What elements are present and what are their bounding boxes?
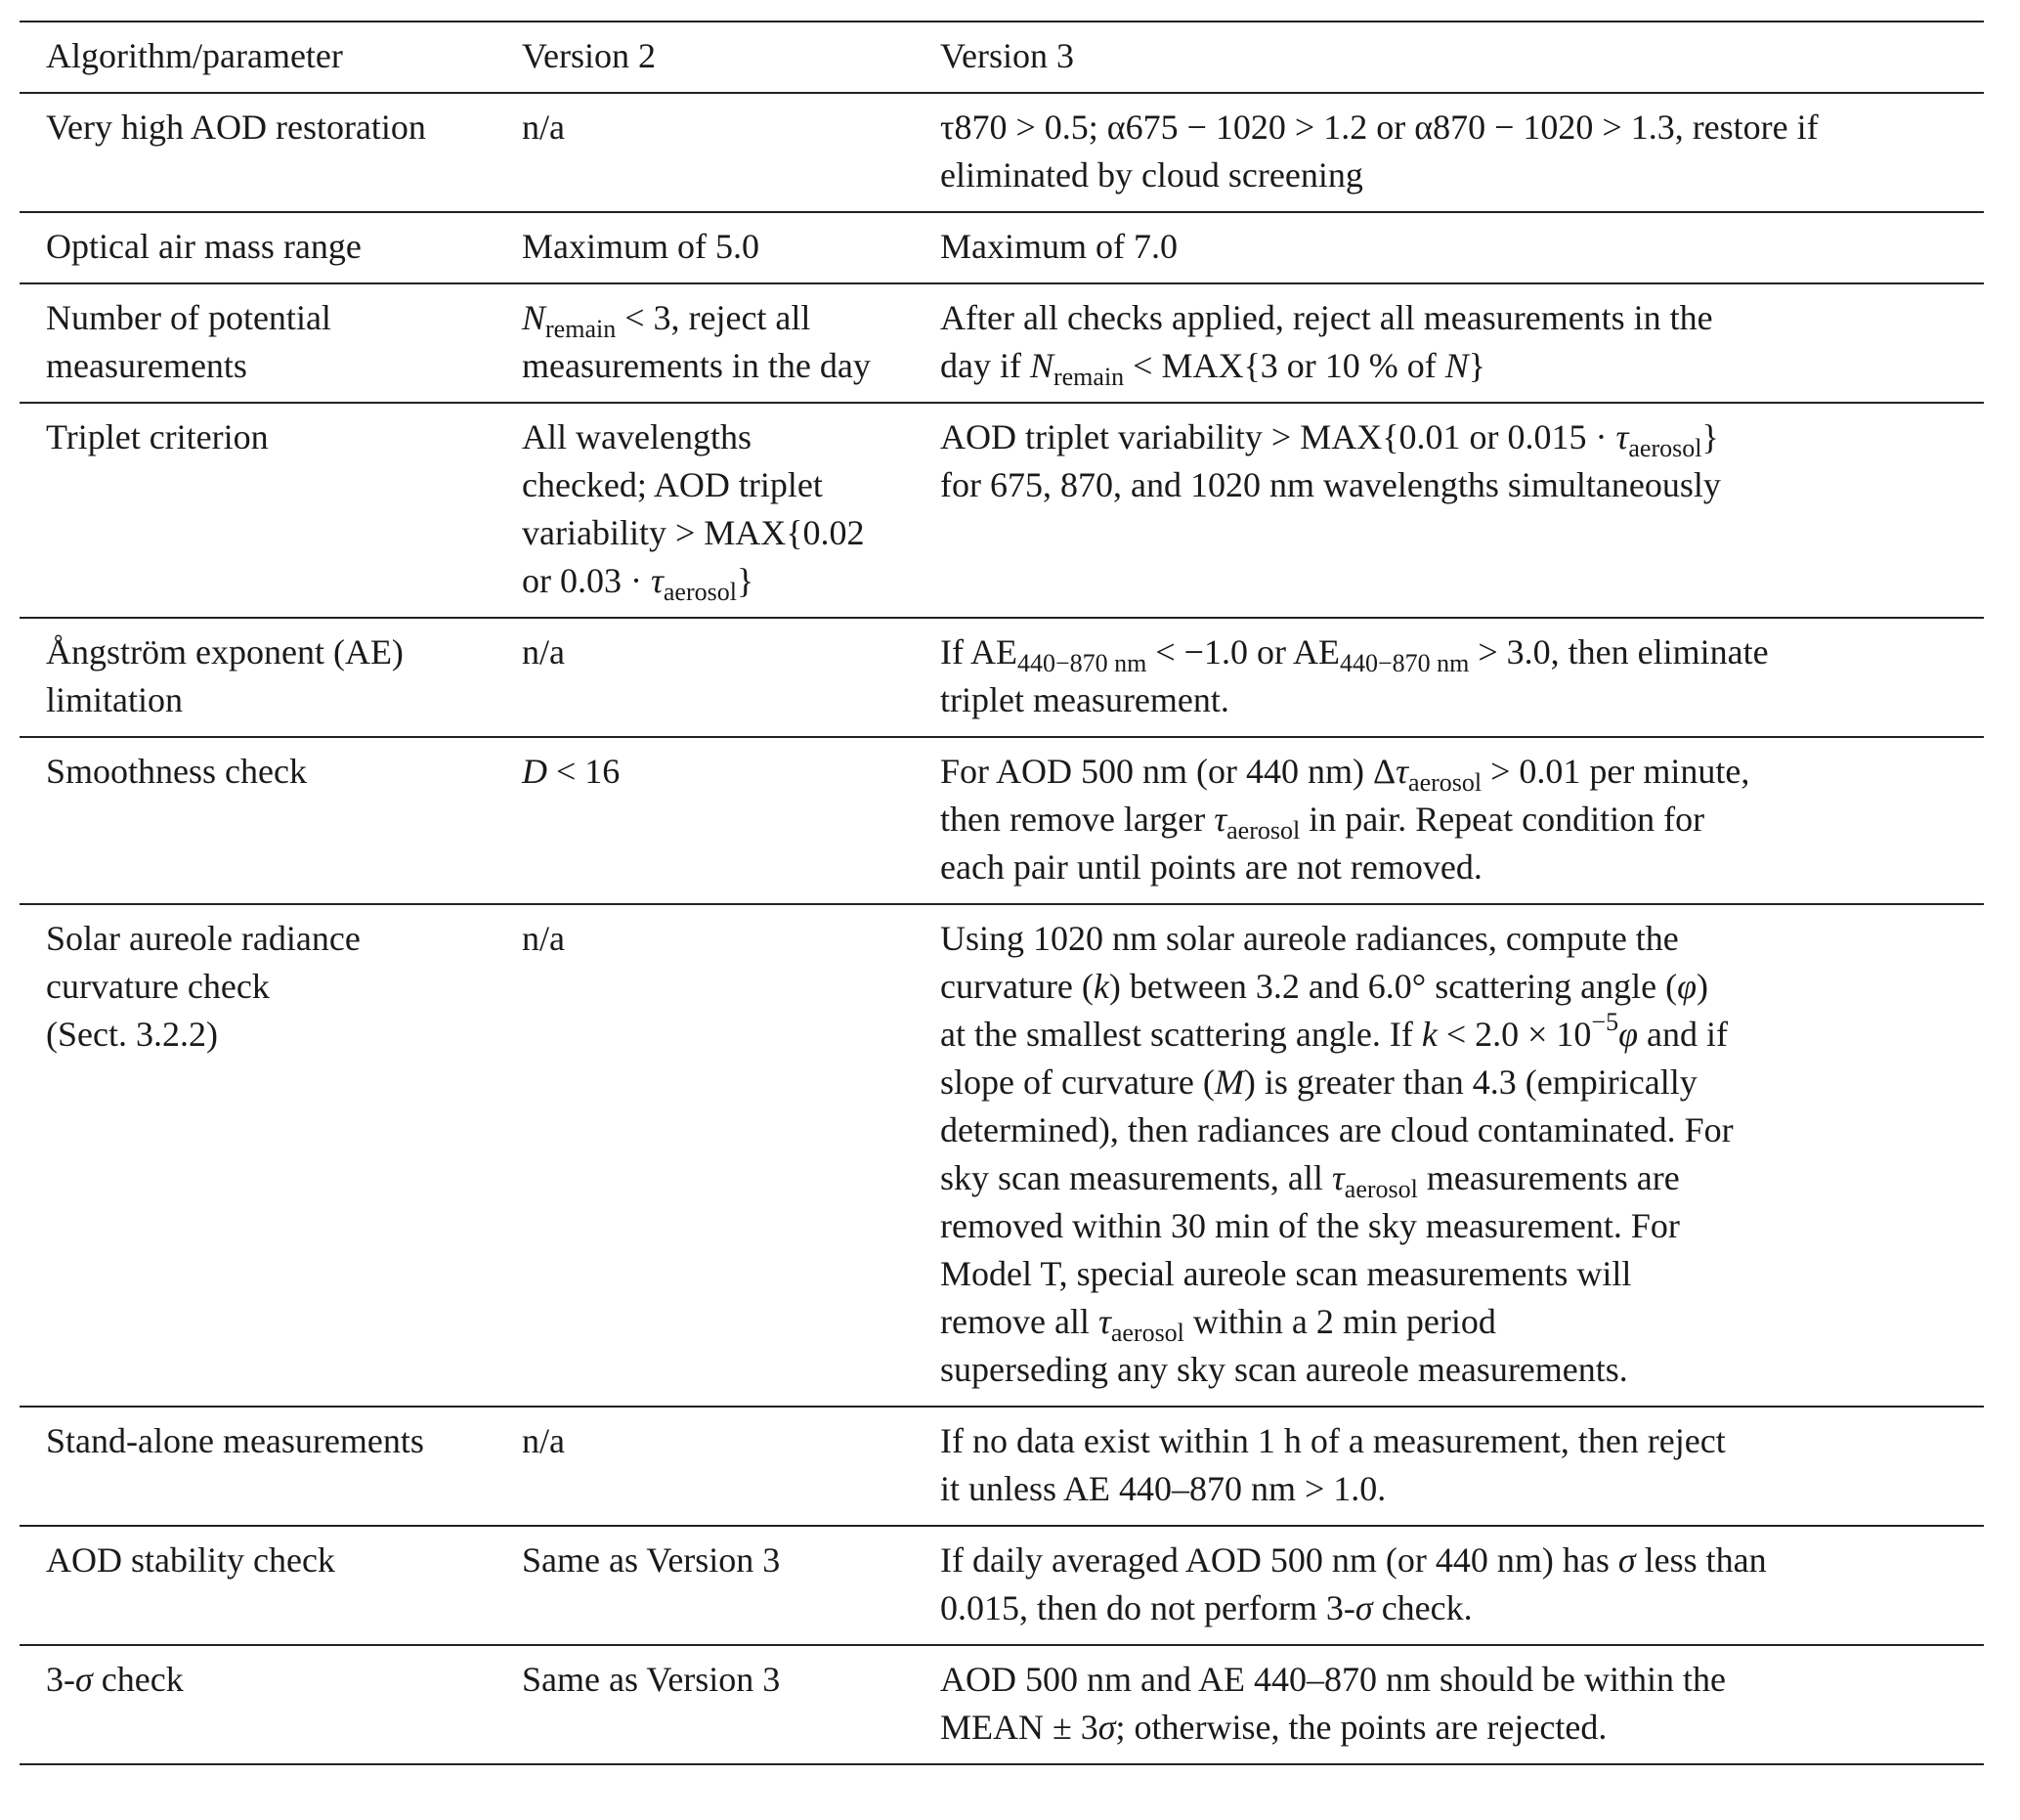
text-run: AOD triplet variability > MAX{0.01 or 0.015 ·	[940, 417, 1616, 456]
subscript: aerosol	[1344, 1175, 1418, 1203]
text-run: If AE	[940, 632, 1017, 672]
math-var: N	[1444, 346, 1469, 385]
row-version-3	[935, 737, 1984, 904]
text-run: at the smallest scattering angle. If	[940, 1015, 1422, 1054]
cell-line	[522, 748, 918, 796]
subscript: 440−870 nm	[1339, 649, 1470, 677]
table-row	[20, 737, 1984, 904]
row-version-2	[495, 212, 935, 283]
header-row	[20, 22, 1984, 93]
row-version-2	[495, 1526, 935, 1645]
math-var: τ	[1615, 417, 1629, 456]
cell-line: n/a	[522, 632, 565, 672]
cell-line: measurements	[46, 346, 247, 385]
text-run: }	[1701, 417, 1719, 456]
cell-line: removed within 30 min of the sky measurement. For	[940, 1206, 1680, 1245]
math-var: k	[1421, 1015, 1438, 1054]
text-run: > 0.01 per minute,	[1482, 752, 1750, 791]
math-var: σ	[1354, 1588, 1373, 1627]
text-run: curvature (	[940, 967, 1094, 1006]
row-version-3	[935, 1526, 1984, 1645]
text-run: If daily averaged AOD 500 nm (or 440 nm) has	[940, 1540, 1618, 1580]
row-version-2	[495, 1645, 935, 1764]
text-run: ; otherwise, the points are rejected.	[1115, 1708, 1608, 1747]
row-version-2	[495, 403, 935, 618]
row-version-3	[935, 1407, 1984, 1526]
text-run: < 16	[547, 752, 621, 791]
subscript: aerosol	[1408, 768, 1483, 797]
text-run: sky scan measurements, all	[940, 1158, 1332, 1197]
cell-line	[522, 294, 918, 342]
text-run: }	[1468, 346, 1486, 385]
cell-line: Stand-alone measurements	[46, 1421, 424, 1460]
cell-line: it unless AE 440–870 nm > 1.0.	[940, 1469, 1387, 1508]
subscript: remain	[545, 315, 617, 343]
row-parameter	[20, 212, 495, 283]
cell-line	[940, 796, 1964, 844]
cell-line: each pair until points are not removed.	[940, 847, 1483, 887]
math-var: σ	[75, 1660, 93, 1699]
math-var: τ	[1097, 1302, 1111, 1341]
cell-line: variability > MAX{0.02	[522, 513, 865, 552]
math-var: φ	[1677, 967, 1697, 1006]
cell-line: If no data exist within 1 h of a measurement, then reject	[940, 1421, 1726, 1460]
cell-line: Smoothness check	[46, 752, 307, 791]
text-run: 0.015, then do not perform 3-	[940, 1588, 1355, 1627]
cell-line: τ870 > 0.5; α675 − 1020 > 1.2 or α870 − 1020 > 1.3, restore if	[940, 108, 1819, 147]
row-parameter	[20, 403, 495, 618]
cell-line: Optical air mass range	[46, 227, 362, 266]
text-run: ) is greater than 4.3 (empirically	[1243, 1062, 1698, 1102]
cell-line: eliminated by cloud screening	[940, 155, 1363, 195]
cell-line: n/a	[522, 1421, 565, 1460]
subscript: aerosol	[1226, 816, 1301, 845]
row-parameter	[20, 1645, 495, 1764]
row-version-3	[935, 283, 1984, 403]
text-run: check	[92, 1660, 184, 1699]
subscript: aerosol	[1110, 1319, 1184, 1347]
text-run: remove all	[940, 1302, 1098, 1341]
text-run: and if	[1638, 1015, 1728, 1054]
cell-line	[940, 1537, 1964, 1584]
cell-line: triplet measurement.	[940, 680, 1229, 719]
cell-line: limitation	[46, 680, 183, 719]
row-version-3	[935, 904, 1984, 1407]
row-version-3	[935, 212, 1984, 283]
table-row	[20, 93, 1984, 212]
header-version-2: Version 2	[522, 36, 656, 75]
text-run: in pair. Repeat condition for	[1300, 800, 1705, 839]
comparison-table	[20, 21, 1984, 1765]
cell-line: measurements in the day	[522, 346, 871, 385]
cell-line: determined), then radiances are cloud contaminated. For	[940, 1110, 1734, 1149]
cell-line: Very high AOD restoration	[46, 108, 426, 147]
row-parameter	[20, 904, 495, 1407]
table-row	[20, 1645, 1984, 1764]
cell-line	[940, 1059, 1964, 1106]
cell-line	[940, 1008, 1964, 1059]
row-version-2	[495, 737, 935, 904]
superscript: −5	[1591, 1008, 1619, 1036]
cell-line	[940, 1704, 1964, 1752]
cell-line: Using 1020 nm solar aureole radiances, compute the	[940, 919, 1679, 958]
row-version-3	[935, 93, 1984, 212]
text-run: less than	[1635, 1540, 1767, 1580]
text-run: < MAX{3 or 10 % of	[1124, 346, 1445, 385]
math-var: M	[1214, 1062, 1244, 1102]
row-parameter	[20, 1526, 495, 1645]
cell-line	[940, 342, 1964, 390]
text-run: MEAN ± 3	[940, 1708, 1098, 1747]
cell-line: AOD stability check	[46, 1540, 335, 1580]
text-run: }	[736, 561, 754, 600]
cell-line	[46, 1656, 495, 1704]
table-row	[20, 618, 1984, 737]
math-var: τ	[650, 561, 664, 600]
text-run: within a 2 min period	[1183, 1302, 1496, 1341]
row-parameter	[20, 618, 495, 737]
cell-line: checked; AOD triplet	[522, 465, 823, 504]
cell-line: AOD 500 nm and AE 440–870 nm should be within the	[940, 1660, 1726, 1699]
cell-line	[940, 413, 1964, 461]
text-run: < 3, reject all	[616, 298, 811, 337]
text-run: < 2.0 × 10	[1437, 1015, 1592, 1054]
row-version-3	[935, 1645, 1984, 1764]
cell-line: Maximum of 7.0	[940, 227, 1178, 266]
row-version-3	[935, 403, 1984, 618]
cell-line: Ångström exponent (AE)	[46, 632, 404, 672]
row-version-2	[495, 93, 935, 212]
text-run: then remove larger	[940, 800, 1215, 839]
text-run: > 3.0, then eliminate	[1469, 632, 1769, 672]
row-version-2	[495, 283, 935, 403]
row-parameter	[20, 737, 495, 904]
cell-line	[940, 628, 1964, 676]
text-run: slope of curvature (	[940, 1062, 1215, 1102]
cell-line: All wavelengths	[522, 417, 752, 456]
table-row	[20, 283, 1984, 403]
cell-line: Triplet criterion	[46, 417, 269, 456]
cell-line	[522, 557, 918, 605]
math-var: k	[1093, 967, 1109, 1006]
math-var: D	[522, 752, 547, 791]
text-run: measurements are	[1417, 1158, 1680, 1197]
table-row	[20, 212, 1984, 283]
cell-line: Maximum of 5.0	[522, 227, 759, 266]
row-version-2	[495, 904, 935, 1407]
cell-line: n/a	[522, 108, 565, 147]
cell-line	[940, 1298, 1964, 1346]
text-run: ) between 3.2 and 6.0° scattering angle (	[1108, 967, 1678, 1006]
math-var: φ	[1618, 1015, 1639, 1054]
math-var: N	[1029, 346, 1053, 385]
row-parameter	[20, 1407, 495, 1526]
math-var: τ	[1396, 752, 1409, 791]
header-algorithm-parameter: Algorithm/parameter	[46, 36, 343, 75]
cell-line: superseding any sky scan aureole measurements.	[940, 1350, 1628, 1389]
text-run: or 0.03 ·	[522, 561, 651, 600]
subscript: aerosol	[663, 578, 737, 606]
cell-line: (Sect. 3.2.2)	[46, 1015, 218, 1054]
math-var: τ	[1331, 1158, 1345, 1197]
table-row	[20, 904, 1984, 1407]
text-run: 3-	[46, 1660, 75, 1699]
cell-line: Solar aureole radiance	[46, 919, 361, 958]
cell-line: After all checks applied, reject all measurements in the	[940, 298, 1713, 337]
math-var: σ	[1617, 1540, 1636, 1580]
table-row	[20, 1407, 1984, 1526]
cell-line: curvature check	[46, 967, 270, 1006]
row-version-3	[935, 618, 1984, 737]
cell-line	[940, 748, 1964, 796]
text-run: < −1.0 or AE	[1146, 632, 1340, 672]
cell-line: Number of potential	[46, 298, 331, 337]
cell-line	[940, 1154, 1964, 1202]
header-version-3: Version 3	[940, 36, 1074, 75]
table-row	[20, 1526, 1984, 1645]
row-parameter	[20, 93, 495, 212]
row-version-2	[495, 618, 935, 737]
row-parameter	[20, 283, 495, 403]
text-run: For AOD 500 nm (or 440 nm) Δ	[940, 752, 1397, 791]
table-row	[20, 403, 1984, 618]
subscript: aerosol	[1628, 434, 1702, 462]
cell-line: n/a	[522, 919, 565, 958]
text-run: )	[1697, 967, 1708, 1006]
cell-line: for 675, 870, and 1020 nm wavelengths simultaneously	[940, 465, 1721, 504]
text-run: check.	[1372, 1588, 1473, 1627]
math-var: σ	[1097, 1708, 1116, 1747]
cell-line	[940, 1584, 1964, 1632]
cell-line: Model T, special aureole scan measurements will	[940, 1254, 1632, 1293]
text-run: day if	[940, 346, 1030, 385]
math-var: N	[522, 298, 546, 337]
cell-line	[940, 963, 1964, 1011]
subscript: 440−870 nm	[1016, 649, 1147, 677]
subscript: remain	[1053, 363, 1125, 391]
math-var: τ	[1214, 800, 1227, 839]
cell-line: Same as Version 3	[522, 1660, 781, 1699]
cell-line: Same as Version 3	[522, 1540, 781, 1580]
row-version-2	[495, 1407, 935, 1526]
